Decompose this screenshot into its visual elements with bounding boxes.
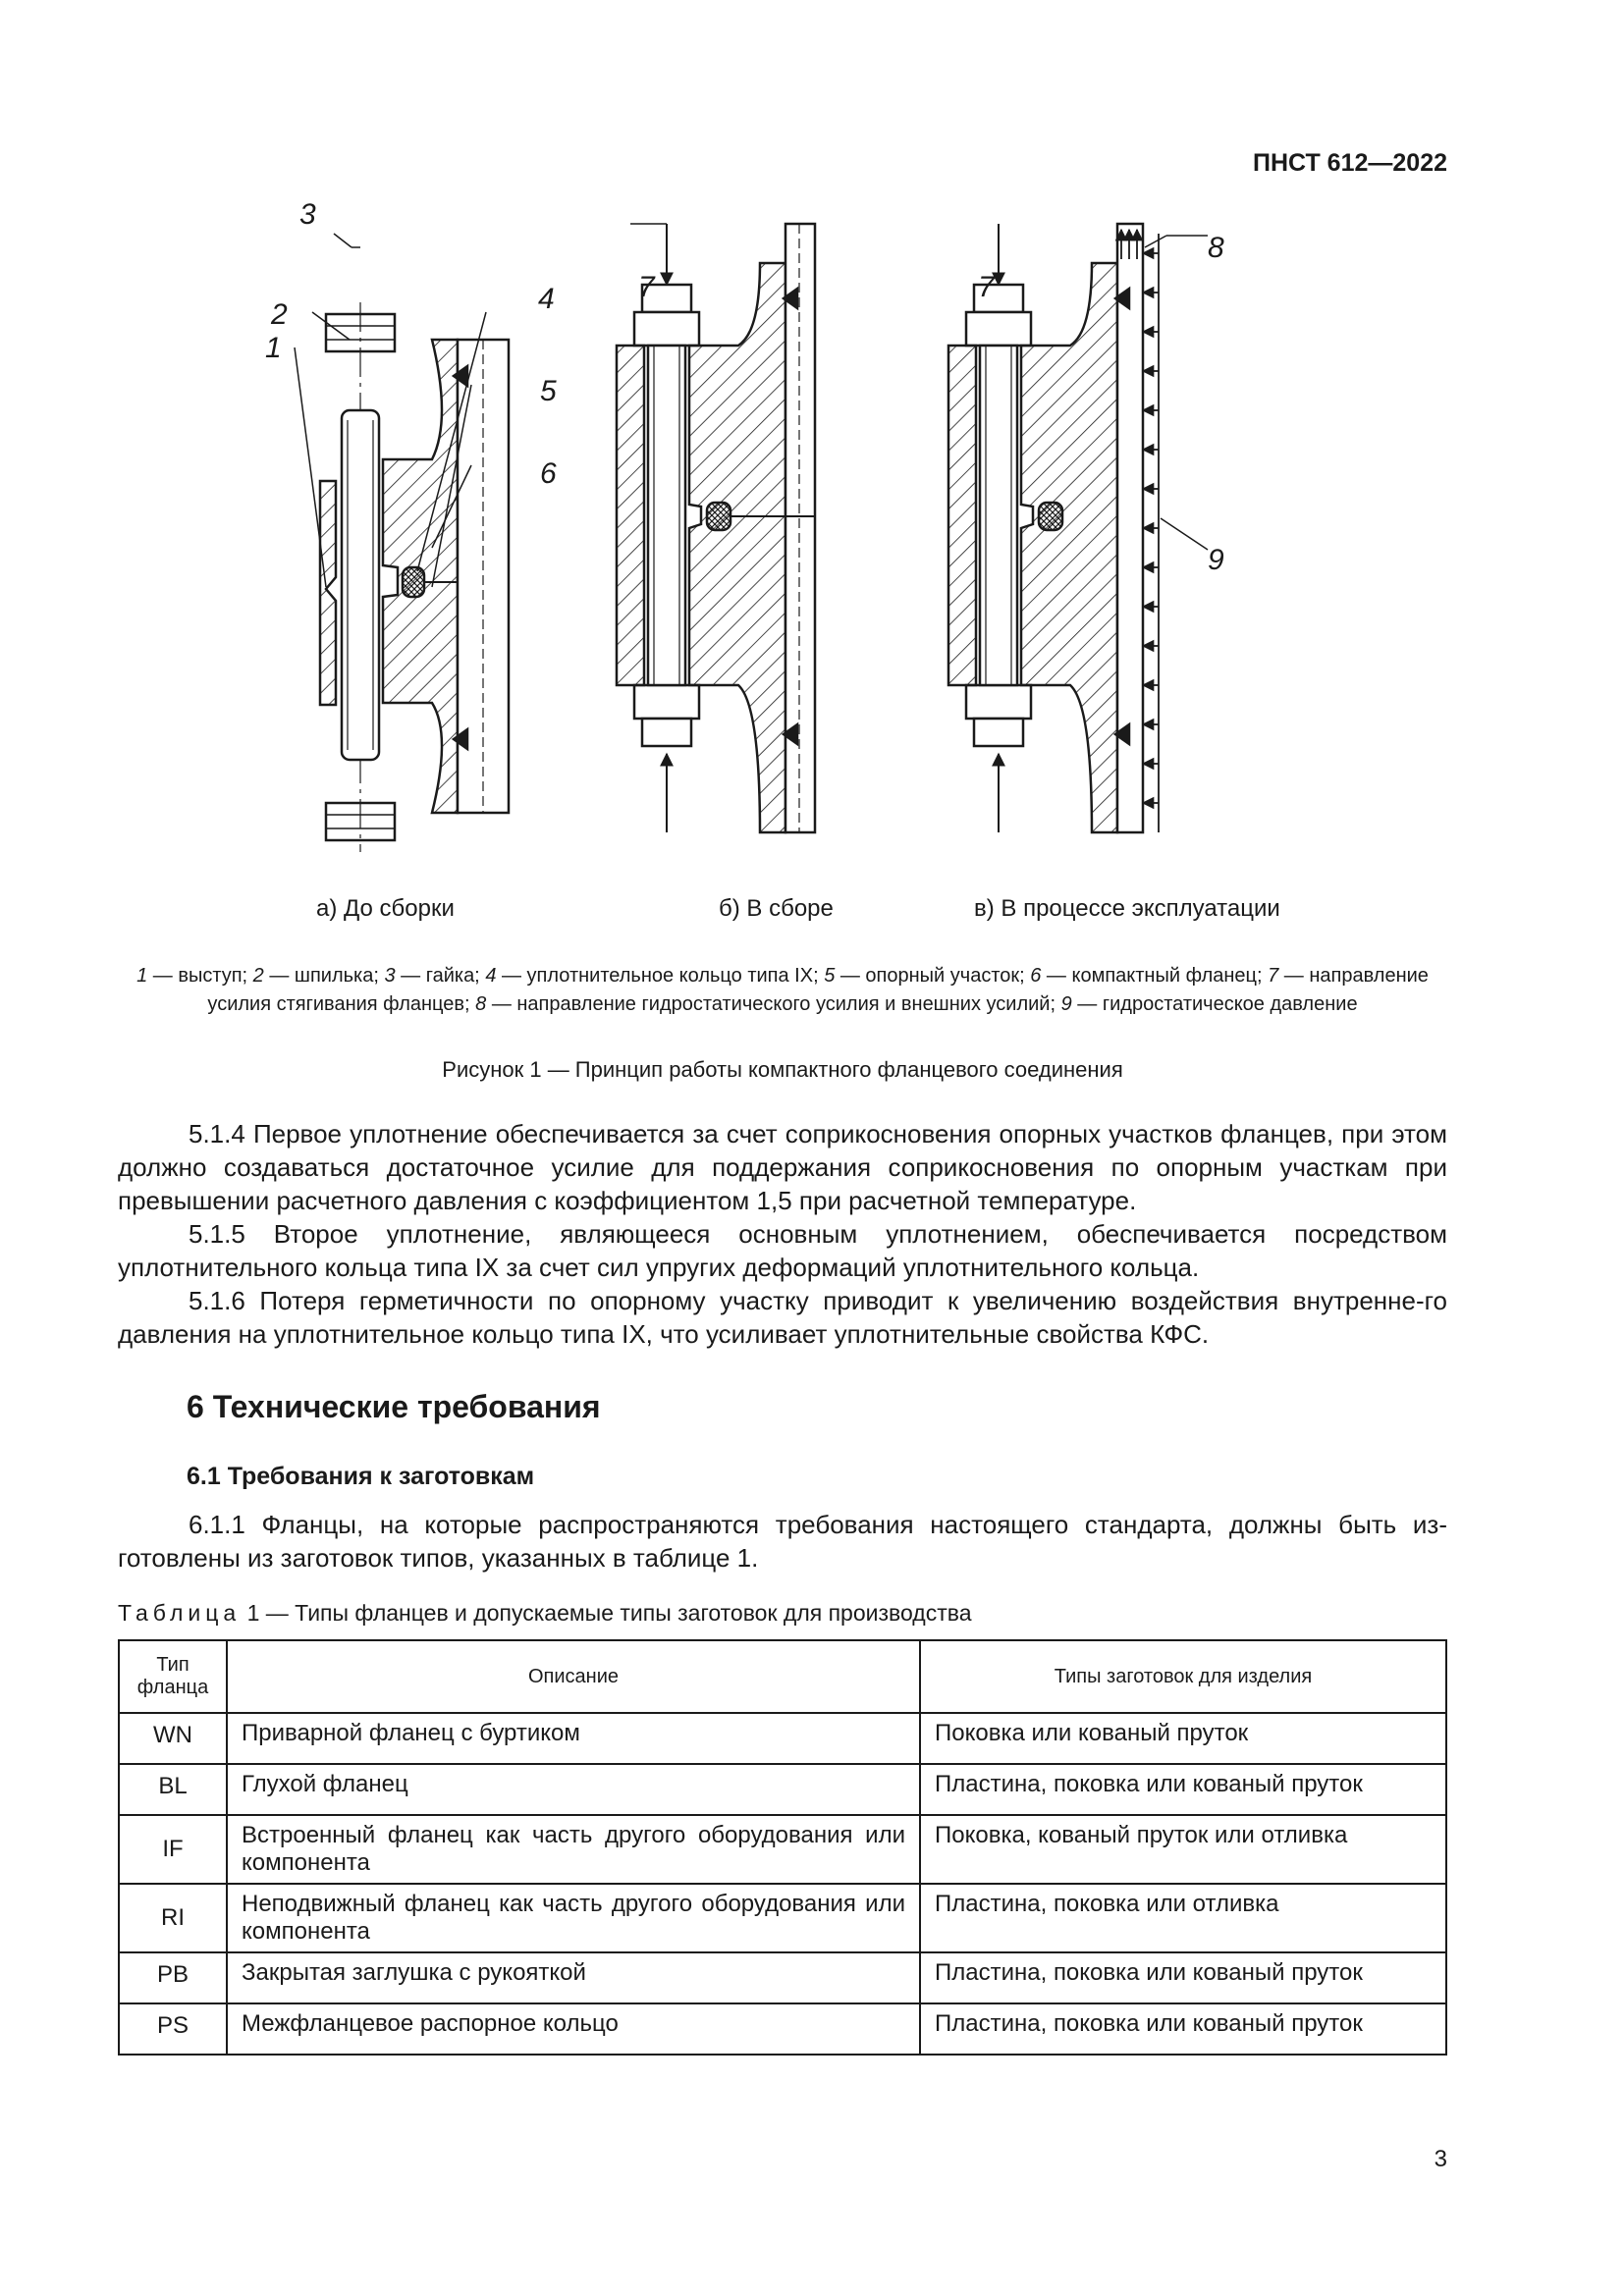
callout-9: 9 [1208, 544, 1224, 576]
page-number: 3 [1434, 2146, 1447, 2172]
paragraph-5-1-6: 5.1.6 Потеря герметичности по опорному участку приводит к увеличению воздействия внутренне-го давления на уплотнительное кольцо типа IX, что усиливает уплотнительные свойства КФС. [118, 1286, 1447, 1349]
table-row: RI Неподвижный фланец как часть другого оборудования или компонента Пластина, поковка или отливка [119, 1884, 1446, 1952]
table-row: WN Приварной фланец с буртиком Поковка или кованый пруток [119, 1713, 1446, 1764]
panel-b-assembled [617, 224, 815, 832]
table-row: PB Закрытая заглушка с рукояткой Пластина, поковка или кованый пруток [119, 1952, 1446, 2003]
callout-7-b: 7 [638, 271, 655, 303]
subcaption-b: б) В сборе [719, 895, 834, 922]
section-title: 6 Технические требования [187, 1389, 601, 1424]
protrusion-plate [320, 481, 336, 705]
table-row: IF Встроенный фланец как часть другого оборудования или компонента Поковка, кованый пруток или отливка [119, 1815, 1446, 1884]
callout-4: 4 [538, 283, 555, 315]
header-type: Тип фланца [119, 1640, 227, 1713]
flange-figure [226, 198, 1326, 852]
table-caption: Таблица 1 — Типы фланцев и допускаемые типы заготовок для производства [118, 1600, 972, 1626]
paragraph-5-1-4: 5.1.4 Первое уплотнение обеспечивается за счет соприкосновения опорных участков фланцев, при этом должно создаваться достаточное усилие для поддержания соприкосновения по опорным участкам при превышении расчетного давления с коэффициентом 1,5 при расчетной температуре. [118, 1119, 1447, 1215]
table-header-row [119, 1640, 1446, 1713]
subcaption-a: а) До сборки [316, 895, 455, 922]
panel-a-before-assembly [295, 234, 509, 852]
figure-title: Рисунок 1 — Принцип работы компактного фланцевого соединения [442, 1057, 1123, 1082]
table-row: PS Межфланцевое распорное кольцо Пластина, поковка или кованый пруток [119, 2003, 1446, 2055]
callout-5: 5 [540, 375, 557, 407]
figure-legend: 1 — выступ; 2 — шпилька; 3 — гайка; 4 — уплотнительное кольцо типа IX; 5 — опорный участок; 6 — компактный фланец; 7 — направление усилия стягивания фланцев; 8 — направление гидростатического усилия и внешних усилий; 9 — гидростатическое давление [136, 965, 1429, 1015]
panel-c-operation [948, 224, 1208, 832]
callout-8: 8 [1208, 232, 1224, 264]
table-row: BL Глухой фланец Пластина, поковка или кованый пруток [119, 1764, 1446, 1815]
callout-2: 2 [271, 298, 288, 331]
header-description: Описание [227, 1640, 920, 1713]
paragraph-5-1-5: 5.1.5 Второе уплотнение, являющееся основным уплотнением, обеспечивается посредством уплотнительного кольца типа IX за счет сил упругих деформаций уплотнительного кольца. [118, 1219, 1447, 1282]
subcaption-c: в) В процессе эксплуатации [974, 895, 1280, 922]
document-code: ПНСТ 612—2022 [1253, 149, 1447, 177]
subsection-title: 6.1 Требования к заготовкам [187, 1463, 535, 1490]
flange-types-table [118, 1639, 1447, 2056]
callout-6: 6 [540, 457, 557, 490]
callout-7-c: 7 [978, 271, 995, 303]
callout-3: 3 [299, 198, 316, 231]
seal-ring [403, 567, 424, 597]
paragraph-6-1-1: 6.1.1 Фланцы, на которые распространяются требования настоящего стандарта, должны быть из-готовлены из заготовок типов, указанных в таблице 1. [118, 1510, 1447, 1573]
header-blank-types: Типы заготовок для изделия [920, 1640, 1446, 1713]
callout-1: 1 [265, 332, 282, 364]
